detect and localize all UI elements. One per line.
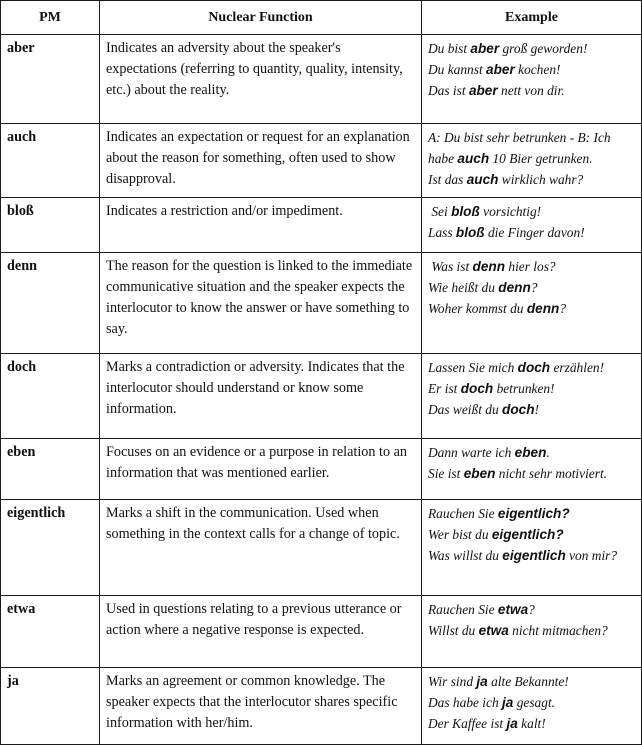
example-particle: etwa	[497, 601, 529, 617]
example-particle: eben	[463, 466, 496, 482]
example-sentence	[428, 59, 635, 80]
example-sentence	[428, 463, 635, 484]
pm-cell: denn	[1, 253, 100, 354]
example-sentence	[428, 599, 635, 620]
example-text: Was willst du	[428, 547, 503, 563]
example-sentence	[428, 80, 635, 101]
example-text: erzählen!	[550, 359, 605, 375]
example-text: Sei	[428, 204, 452, 220]
example-text: !	[534, 401, 539, 417]
pm-cell: eigentlich	[1, 499, 100, 595]
function-cell: Marks an agreement or common knowledge. The speaker expects that the interlocutor shares specific information with her/him.	[100, 668, 422, 745]
table-body	[1, 35, 642, 745]
example-text: Ist das	[428, 171, 467, 187]
example-sentence	[428, 169, 635, 190]
example-sentence	[428, 38, 635, 59]
example-particle: aber	[468, 83, 498, 98]
pm-cell: auch	[1, 123, 100, 198]
example-text: alte Bekannte!	[487, 674, 569, 690]
example-cell	[422, 35, 642, 124]
example-text: 10 Bier getrunken.	[489, 150, 593, 166]
example-particle: ja	[506, 716, 518, 732]
function-cell: Indicates a restriction and/or impediment.	[100, 198, 422, 253]
example-text: hier los?	[505, 259, 556, 275]
example-text: Du bist	[428, 41, 471, 56]
function-cell: Indicates an adversity about the speaker's expectations (referring to quantity, quality, intensity, etc.) about the reality.	[100, 35, 422, 124]
example-text: kochen!	[514, 62, 561, 77]
pm-cell: bloß	[1, 198, 100, 253]
example-text: kalt!	[517, 716, 546, 732]
example-particle: etwa	[478, 622, 509, 638]
function-cell: Marks a shift in the communication. Used when something in the context calls for a change of topic.	[100, 499, 422, 595]
header-function: Nuclear Function	[100, 1, 422, 35]
example-particle: ja	[476, 674, 488, 690]
example-text: nett von dir.	[497, 83, 565, 98]
pm-cell: aber	[1, 35, 100, 124]
example-cell	[422, 123, 642, 198]
example-text: Wir sind	[428, 674, 477, 690]
pm-cell: eben	[1, 439, 100, 500]
function-cell: Focuses on an evidence or a purpose in relation to an information that was mentioned earlier.	[100, 439, 422, 500]
example-sentence	[428, 442, 635, 463]
example-text: A: Du bist sehr betrunken - B: Ich habe	[428, 129, 614, 166]
example-cell	[422, 253, 642, 354]
pm-cell: etwa	[1, 595, 100, 667]
table-row	[1, 439, 642, 500]
example-sentence	[428, 127, 635, 169]
example-text: gesagt.	[513, 695, 556, 711]
table-row	[1, 35, 642, 124]
example-particle: denn	[526, 301, 560, 317]
example-sentence	[428, 620, 635, 641]
table-row	[1, 499, 642, 595]
example-text: Willst du	[428, 622, 479, 638]
example-text: Was ist	[428, 259, 473, 275]
example-sentence	[428, 524, 635, 545]
example-text: Er ist	[428, 380, 461, 396]
example-text: wirklich wahr?	[498, 171, 584, 187]
example-sentence	[428, 713, 635, 734]
function-cell: Marks a contradiction or adversity. Indicates that the interlocutor should understand or know some information.	[100, 353, 422, 438]
example-particle: doch	[502, 401, 535, 417]
example-text: die Finger davon!	[484, 225, 585, 241]
example-cell	[422, 439, 642, 500]
example-sentence	[428, 357, 635, 378]
example-text: nicht mitmachen?	[508, 622, 608, 638]
table-row	[1, 253, 642, 354]
example-text: .	[546, 445, 550, 461]
function-cell: The reason for the question is linked to the immediate communicative situation and the speaker expects the interlocutor to know the answer or have something to say.	[100, 253, 422, 354]
example-cell	[422, 499, 642, 595]
example-particle: auch	[466, 171, 499, 187]
example-text: Der Kaffee ist	[428, 716, 507, 732]
example-text: Wie heißt du	[428, 280, 499, 296]
table-row	[1, 595, 642, 667]
example-cell	[422, 198, 642, 253]
example-sentence	[428, 545, 635, 566]
table-row	[1, 123, 642, 198]
example-sentence	[428, 298, 635, 319]
example-particle: denn	[498, 280, 531, 296]
header-example: Example	[422, 1, 642, 35]
table-row	[1, 198, 642, 253]
example-sentence	[428, 399, 635, 420]
example-particle: ja	[502, 695, 514, 711]
example-particle: bloß	[451, 204, 480, 220]
example-text: betrunken!	[493, 380, 555, 396]
example-text: vorsichtig!	[479, 204, 542, 220]
example-sentence	[428, 671, 635, 692]
table-row	[1, 668, 642, 745]
example-particle: eigentlich	[502, 547, 566, 563]
example-text: Du kannst	[428, 62, 487, 77]
example-text: Lass	[428, 225, 456, 241]
example-text: ?	[530, 280, 538, 296]
example-text: Das weißt du	[428, 401, 503, 417]
example-text: Lassen Sie mich	[428, 359, 518, 375]
example-text: groß geworden!	[499, 41, 588, 56]
function-cell: Indicates an expectation or request for an explanation about the reason for something, often used to show disapproval.	[100, 123, 422, 198]
example-cell	[422, 668, 642, 745]
example-text: Rauchen Sie	[428, 505, 498, 521]
example-text: Sie ist	[428, 466, 464, 482]
example-particle: eigentlich?	[491, 526, 564, 542]
example-sentence	[428, 692, 635, 713]
pm-cell: ja	[1, 668, 100, 745]
example-sentence	[428, 503, 635, 524]
example-sentence	[428, 201, 635, 222]
example-sentence	[428, 256, 635, 277]
table-row	[1, 353, 642, 438]
example-text: ?	[528, 601, 535, 617]
function-cell: Used in questions relating to a previous utterance or action where a negative response is expected.	[100, 595, 422, 667]
example-particle: auch	[457, 150, 490, 166]
example-cell	[422, 353, 642, 438]
example-particle: eigentlich?	[497, 505, 570, 521]
example-text: Woher kommst du	[428, 301, 527, 317]
example-text: Wer bist du	[428, 526, 492, 542]
example-particle: denn	[472, 259, 506, 275]
example-sentence	[428, 277, 635, 298]
example-sentence	[428, 378, 635, 399]
example-text: nicht sehr motiviert.	[495, 466, 608, 482]
header-pm: PM	[1, 1, 100, 35]
example-sentence	[428, 222, 635, 243]
header-row	[1, 1, 642, 35]
example-text: Dann warte ich	[428, 445, 515, 461]
example-particle: aber	[486, 62, 515, 77]
example-particle: aber	[470, 41, 500, 56]
example-cell	[422, 595, 642, 667]
example-particle: eben	[514, 445, 547, 461]
example-particle: bloß	[455, 225, 485, 241]
example-text: Das ist	[428, 83, 469, 98]
example-particle: doch	[517, 359, 551, 375]
example-particle: doch	[460, 380, 494, 396]
pm-cell: doch	[1, 353, 100, 438]
example-text: Rauchen Sie	[428, 601, 498, 617]
example-text: Das habe ich	[428, 695, 503, 711]
example-text: von mir?	[565, 547, 618, 563]
example-text: ?	[559, 301, 567, 317]
